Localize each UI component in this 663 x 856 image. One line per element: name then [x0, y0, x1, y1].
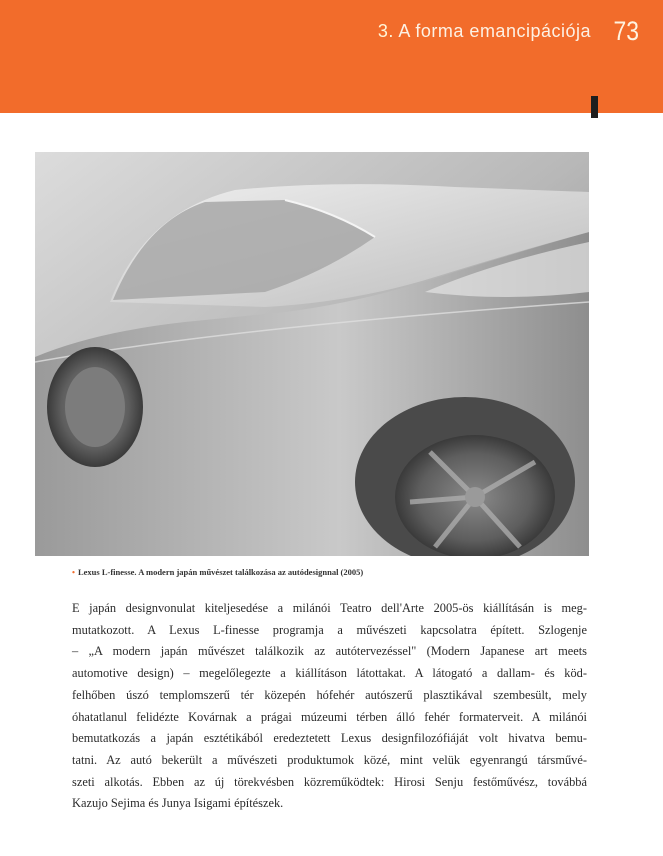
body-line: Kazujo Sejima és Junya Isigami építészek.	[72, 796, 284, 811]
body-line: E japán designvonulat kiteljesedése a milánói Teatro dell'Arte 2005-ös kiállításán is meg-	[72, 601, 587, 615]
car-photo	[35, 152, 589, 556]
chapter-title	[378, 21, 591, 42]
body-line: felhőben úszó templomszerű tér közepén hófehér autószerű plasztikával szembesült, mely	[72, 687, 587, 702]
body-line: – „A modern japán művészet találkozik az autótervezéssel" (Modern Japanese art meets	[72, 644, 587, 659]
chapter-number: 3.	[377, 21, 394, 41]
body-line: szeti alkotás. Ebben az új törekvésben közreműködtek: Hirosi Senju festőművész, továbbá	[72, 774, 587, 789]
caption-text: Lexus L-finesse. A modern japán művészet találkozása az autódesignnal (2005)	[77, 567, 364, 577]
body-line: mutatkozott. A Lexus L-finesse programja a művészeti kapcsolatra épített. Szlogenje	[72, 622, 587, 637]
page-number: 73	[613, 16, 639, 46]
chapter-tab-marker	[591, 96, 598, 118]
chapter-header-band	[0, 0, 663, 113]
caption-bullet: •	[72, 567, 75, 577]
body-paragraph	[72, 598, 587, 815]
body-line: bemutatkozás a japán esztétikából eredeztetett Lexus designfilozófiáját volt hivatva bemu-	[72, 731, 587, 746]
body-line: automotive design) – megelőlegezte a kiállításon látottakat. A látogató a dallam- és köd-	[72, 666, 587, 681]
body-line: tatni. Az autó bekerült a művészeti produktumok közé, mint velük egyenrangú társművé-	[72, 752, 587, 767]
figure-caption	[72, 567, 612, 577]
body-line: óhatatlanul felidézte Kovárnak a prágai múzeumi térben álló fehér formaterveit. A milánói	[72, 709, 587, 724]
chapter-title-text: A forma emancipációja	[398, 21, 591, 41]
